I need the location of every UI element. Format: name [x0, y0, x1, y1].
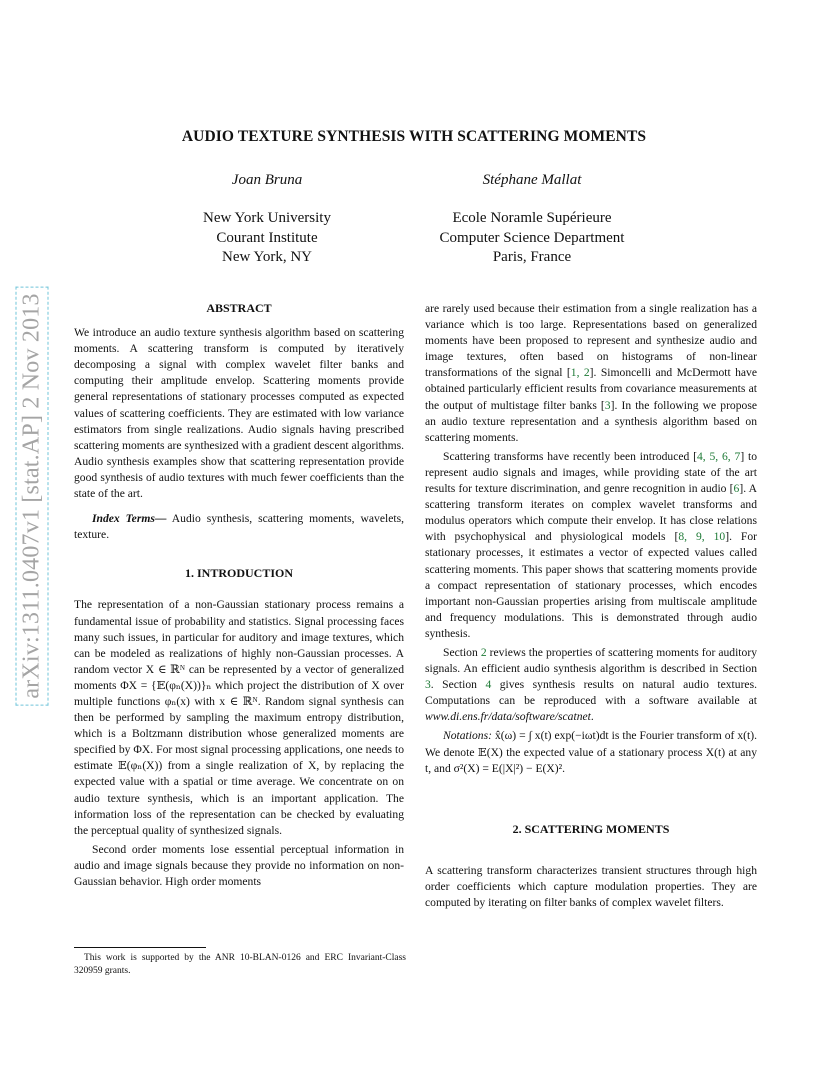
author-affiliation-2 [402, 209, 662, 268]
author-name-1: Joan Bruna [231, 172, 303, 188]
section-2-paragraph: A scattering transform characterizes transient structures through high order coefficients which capture modulation properties. They are computed by iterating on filter banks of complex wavelet filters. [425, 863, 757, 909]
affiliation-line: Paris, France [492, 249, 572, 265]
intro-paragraph-2: Second order moments lose essential perceptual information in audio and image signals because they provide no information on non-Gaussian behavior. High order moments [74, 842, 404, 888]
text-run: ]. In the following we propose an audio texture representation and a synthesis algorithm based on scattering moments. [425, 398, 757, 444]
notations-text: x̂(ω) = ∫ x(t) exp(−iωt)dt is the Fourier transform of x(t). We denote 𝔼(X) the expected value of a stationary process X(t) at any t, and σ²(X) = E(|X|²) − E(X)². [425, 729, 757, 775]
affiliation-line: New York, NY [221, 249, 312, 265]
citation-link[interactable]: 3 [604, 398, 611, 412]
abstract-text: We introduce an audio texture synthesis algorithm based on scattering moments. A scattering transform is computed by iteratively decomposing a signal with complex wavelet filter banks and computing their amplitude envelop. Scattering moments provide general representations of stationary processes computed as expected values of scattering coefficients. They are estimated with low variance estimators from single realizations. Audio signals having prescribed scattering moments are synthesized with a gradient descent algorithms. Audio synthesis examples show that scattering representation provide good synthesis of audio textures with much fewer coefficients than the state of the art. [74, 326, 405, 501]
text-run: ]. Simoncelli and McDermott have obtained particularly efficient results from covariance measurements at the output of multistage filter banks [ [425, 366, 757, 412]
text-run: . Section [430, 678, 486, 692]
text-run: reviews the properties of scattering moments for auditory signals. An efficient audio synthesis algorithm is described in Section [425, 645, 757, 676]
section-link[interactable]: 4 [485, 678, 492, 692]
citation-link[interactable]: 6 [733, 482, 740, 496]
affiliation-line: Courant Institute [216, 229, 318, 246]
text-run: ]. A scattering transform iterates on complex wavelet transforms and modulus operators which compute their envelop. It has close relations with psychophysical and physiological models [ [425, 482, 758, 544]
citation-link[interactable]: 1, 2 [570, 366, 590, 380]
affiliation-line: New York University [203, 210, 331, 226]
arxiv-identifier[interactable]: arXiv:1311.0407v1 [stat.AP] 2 Nov 2013 [16, 286, 49, 705]
arxiv-stamp [10, 262, 54, 730]
text-run: gives synthesis results on natural audio textures. Computations can be reproduced with a software available at [425, 678, 757, 708]
citation-link[interactable]: 8, 9, 10 [678, 530, 726, 544]
footnote-rule [74, 947, 206, 948]
software-url[interactable]: www.di.ens.fr/data/software/scatnet [425, 710, 591, 724]
section-link[interactable]: 3 [425, 678, 431, 692]
abstract-heading: ABSTRACT [206, 301, 272, 315]
text-run: are rarely used because their estimation from a single realization has a variance which is too large. Representations based on generalized moments have been proposed to represent and synthesize audio and image textures, often based on histograms of non-linear transformations of the signal [ [425, 302, 757, 380]
affiliation-line: Ecole Noramle Supérieure [452, 210, 612, 226]
intro-paragraph-5 [425, 645, 757, 725]
text-run: . [590, 710, 594, 724]
author-name-2: Stéphane Mallat [482, 172, 582, 188]
affiliation-line: Computer Science Department [439, 229, 625, 246]
section-2-heading: 2. SCATTERING MOMENTS [512, 821, 670, 836]
notations-label: Notations: [443, 729, 492, 743]
index-terms-label: Index Terms— [92, 512, 167, 526]
text-run: Scattering transforms have recently been introduced [ [443, 449, 697, 463]
intro-paragraph-3 [425, 301, 757, 446]
intro-paragraph-1: The representation of a non-Gaussian stationary process remains a fundamental issue of probability and statistics. Signal processing faces many such issues, in particular for auditory and image textures, which can be modeled as realizations of highly non-Gaussian processes. A random vector X ∈ ℝᴺ can be represented by a vector of generalized moments ΦX = {𝔼(φₙ(X))}ₙ which project the distribution of X over multiple functions φₙ(x) with x ∈ ℝᴺ. Random signal synthesis can then be performed by sampling the maximum entropy distribution, which is a Boltzmann distribution whose generalized moments are specified by ΦX. For most signal processing applications, one needs to estimate 𝔼(φₙ(X)) from a single realization of X, by replacing the expected value with a spatial or time average. We concentrate on on audio texture synthesis, which is an important application. The information loss of the representation can be checked by evaluating the perceptual quality of synthesized signals. [74, 598, 404, 837]
left-column [74, 300, 404, 890]
notations-paragraph [425, 728, 757, 776]
right-column [425, 301, 757, 911]
footnote-text: This work is supported by the ANR 10-BLAN-0126 and ERC Invariant-Class 320959 grants. [74, 953, 406, 976]
author-affiliation-1 [137, 209, 397, 268]
paper-title: AUDIO TEXTURE SYNTHESIS WITH SCATTERING MOMENTS [181, 128, 647, 145]
text-run: ]. For stationary processes, it estimates a vector of expected values called scattering moments. This paper shows that scattering moments provide a compact representation of stationary processes, which encodes important non-Gaussian properties arising from multiscale amplitude and frequency modulations. This is demonstrated through audio synthesis. [425, 530, 758, 640]
text-run: Section [443, 645, 481, 659]
citation-link[interactable]: 4, 5, 6, 7 [697, 449, 741, 463]
index-terms-text: Audio synthesis, scattering moments, wavelets, texture. [74, 512, 404, 542]
text-run: ] to represent audio signals and images, while providing state of the art results for texture discrimination, and genre recognition in audio [ [425, 449, 758, 496]
intro-paragraph-4 [425, 449, 757, 642]
index-terms [74, 511, 404, 543]
section-1-heading: 1. INTRODUCTION [184, 566, 293, 581]
section-link[interactable]: 2 [480, 645, 487, 659]
footnote [74, 952, 406, 978]
